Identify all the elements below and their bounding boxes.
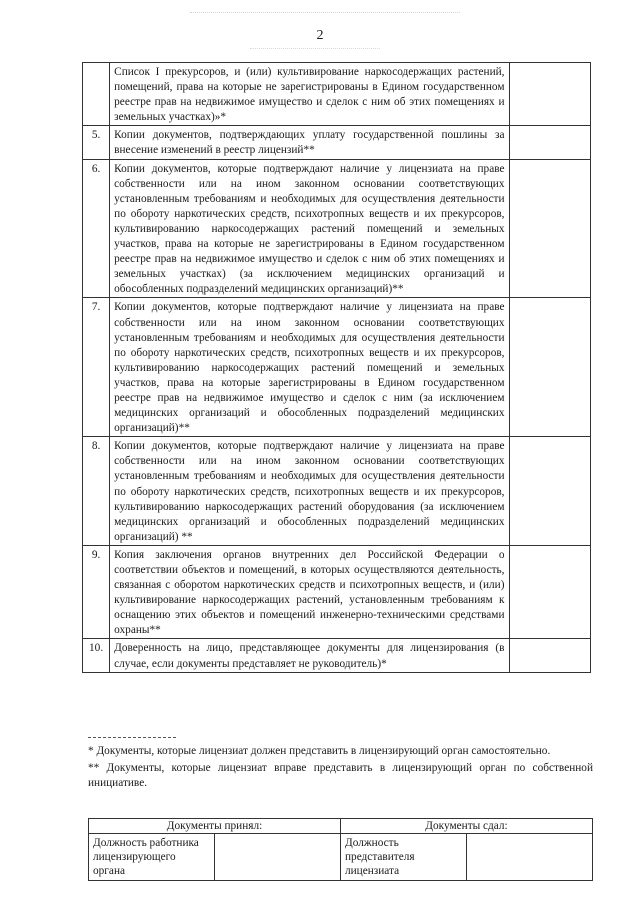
table-row	[83, 126, 591, 159]
row-mark-cell	[509, 159, 591, 298]
table-row	[83, 159, 591, 298]
row-number: 9.	[83, 545, 110, 639]
employee-signature-cell	[215, 834, 341, 881]
row-mark-cell	[509, 437, 591, 546]
row-text: Копия заключения органов внутренних дел Российской Федерации о соответствии объектов и помещений, в которых осуществляются деятельность, связанная с оборотом наркотических средств и психотропных веществ, и (или) культивирование наркосодержащих растений, установленным требованиям к оснащению этих объектов и помещений инженерно-техническими средствами охраны**	[110, 545, 509, 639]
table-row	[83, 63, 591, 126]
row-text: Доверенность на лицо, представляющее документы для лицензирования (в случае, если документы представляет не руководитель)*	[110, 639, 509, 672]
representative-position-label: Должность представителя лицензиата	[341, 834, 467, 881]
row-number: 6.	[83, 159, 110, 298]
table-row	[83, 437, 591, 546]
row-mark-cell	[509, 298, 591, 437]
table-row	[83, 298, 591, 437]
table-row	[83, 545, 591, 639]
footnotes	[88, 744, 593, 793]
submitted-header: Документы сдал:	[341, 819, 593, 834]
footnote-optional: ** Документы, которые лицензиат вправе представить в лицензирующий орган по собственной инициативе.	[88, 761, 593, 789]
scan-artifact	[250, 48, 380, 51]
page-number: 2	[316, 28, 324, 43]
accepted-header: Документы принял:	[89, 819, 341, 834]
row-number	[83, 63, 110, 126]
row-mark-cell	[509, 545, 591, 639]
row-number: 7.	[83, 298, 110, 437]
row-text: Список I прекурсоров, и (или) культивирование наркосодержащих растений, помещений, права на которые не зарегистрированы в Едином государственном реестре прав на недвижимое имущество и сделок с ним об этих помещениях и земельных участках)»*	[110, 63, 509, 126]
representative-signature-cell	[467, 834, 593, 881]
row-mark-cell	[509, 63, 591, 126]
row-number: 5.	[83, 126, 110, 159]
footnote-separator	[88, 737, 176, 738]
row-text: Копии документов, которые подтверждают наличие у лицензиата на праве собственности или на ином законном основании соответствующих установленным требованиям и необходимых для осуществления деятельности по обороту наркотических средств, психотропных веществ и их прекурсоров, культивированию наркосодержащих растений помещений и земельных участков, права на которые зарегистрированы в Едином государственном реестре прав на недвижимое имущество и сделок с ним (за исключением медицинских организаций и обособленных подразделений медицинских организаций)**	[110, 298, 509, 437]
row-mark-cell	[509, 639, 591, 672]
row-mark-cell	[509, 126, 591, 159]
row-number: 8.	[83, 437, 110, 546]
table-row	[83, 639, 591, 672]
footnote-required: * Документы, которые лицензиат должен представить в лицензирующий орган самостоятельно.	[88, 745, 551, 757]
row-text: Копии документов, подтверждающих уплату государственной пошлины за внесение изменений в реестр лицензий**	[110, 126, 509, 159]
row-number: 10.	[83, 639, 110, 672]
signature-table	[88, 818, 593, 881]
documents-table	[82, 62, 591, 673]
row-text: Копии документов, которые подтверждают наличие у лицензиата на праве собственности или на ином законном основании соответствующих установленным требованиям и необходимых для осуществления деятельности по обороту наркотических средств, психотропных веществ и их прекурсоров, культивированию наркосодержащих растений помещений и земельных участков, права на которые не зарегистрированы в Едином государственном реестре прав на недвижимое имущество и сделок с ним об этих помещениях и земельных участках) (за исключением медицинских организаций и обособленных подразделений медицинских организаций)**	[110, 159, 509, 298]
employee-position-label: Должность работника лицензирующего органа	[89, 834, 215, 881]
scan-artifact	[190, 12, 460, 23]
row-text: Копии документов, которые подтверждают наличие у лицензиата на праве собственности или на ином законном основании соответствующих установленным требованиям и необходимых для осуществления деятельности по обороту наркотических средств, психотропных веществ и их прекурсоров, культивированию наркосодержащих растений оборудования (за исключением медицинских организаций и обособленных подразделений медицинских организаций) **	[110, 437, 509, 546]
